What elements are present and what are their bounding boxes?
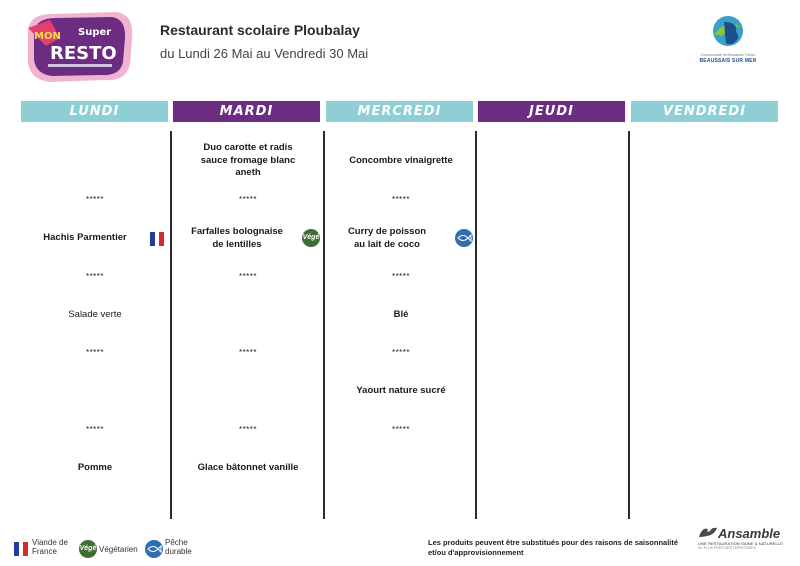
vegetarian-badge-icon: Végé <box>302 229 320 247</box>
separator: ***** <box>85 195 105 204</box>
logo-text-resto: RESTO <box>50 43 117 64</box>
separator: ***** <box>85 425 105 434</box>
logo-text-mon: MON <box>34 31 61 42</box>
separator: ***** <box>238 348 258 357</box>
legend-vegetarian-icon: Végé <box>79 540 97 558</box>
page-title: Restaurant scolaire Ploubalay <box>160 22 360 38</box>
menu-item-mercredi-side: Blé <box>393 309 409 320</box>
mon-super-resto-logo <box>20 8 138 88</box>
ansamble-logo <box>698 525 788 550</box>
menu-line: Duo carotte et radis <box>203 142 293 153</box>
ansamble-brand <box>698 525 788 541</box>
legend-line: France <box>32 547 57 556</box>
legend-fish-icon <box>145 540 163 558</box>
column-divider <box>170 131 172 519</box>
day-header-lundi: LUNDI <box>21 101 168 122</box>
separator: ***** <box>391 425 411 434</box>
ansamble-brand-text: Ansamble <box>718 526 781 541</box>
separator: ***** <box>85 348 105 357</box>
beaussais-emblem-icon <box>708 14 748 48</box>
day-header-jeudi: JEUDI <box>478 101 625 122</box>
substitution-note: Les produits peuvent être substitués pour des raisons de saisonnalité et/ou d'approvisionnement <box>428 538 679 557</box>
menu-item-mardi-starter <box>173 142 323 180</box>
menu-line: Farfalles bolognaise <box>191 226 283 237</box>
legend-line: Pêche <box>165 538 188 547</box>
menu-item-mercredi-dairy: Yaourt nature sucré <box>356 385 446 396</box>
ansamble-leaf-icon <box>698 525 718 539</box>
day-header-mardi: MARDI <box>173 101 320 122</box>
separator: ***** <box>238 272 258 281</box>
town-name: BEAUSSAIS SUR MER <box>699 58 757 64</box>
ansamble-subtagline: AU PLUS PRÈS DES TERRITOIRES <box>698 546 757 550</box>
day-header-mercredi: MERCREDI <box>326 101 473 122</box>
separator: ***** <box>238 195 258 204</box>
menu-line: de lentilles <box>212 238 262 250</box>
legend-line: Viande de <box>32 538 68 547</box>
legend-line: durable <box>165 547 192 556</box>
column-divider <box>323 131 325 519</box>
menu-item-lundi-main: Hachis Parmentier <box>43 232 127 243</box>
ansamble-tagline: UNE RESTAURATION SAINE & NATURELLE <box>698 541 783 546</box>
menu-item-mardi-main <box>162 226 312 251</box>
legend-vegetarian-label: Végétarien <box>99 545 138 554</box>
sustainable-fish-icon <box>455 229 473 247</box>
column-divider <box>475 131 477 519</box>
separator: ***** <box>391 195 411 204</box>
legend-france-label <box>32 538 68 556</box>
date-range: du Lundi 26 Mai au Vendredi 30 Mai <box>160 46 369 61</box>
legend-fish-label <box>165 538 192 556</box>
menu-item-mardi-dessert: Glace bâtonnet vanille <box>197 462 299 473</box>
day-header-vendredi: VENDREDI <box>631 101 778 122</box>
logo-text-super: Super <box>78 27 112 38</box>
column-divider <box>628 131 630 519</box>
legend-france-flag-icon <box>14 542 28 556</box>
separator: ***** <box>238 425 258 434</box>
menu-line: Curry de poisson <box>347 226 427 237</box>
menu-item-mercredi-starter: Concombre vinaigrette <box>349 155 453 166</box>
separator: ***** <box>391 272 411 281</box>
menu-line: sauce fromage blanc <box>200 154 296 166</box>
separator: ***** <box>85 272 105 281</box>
town-tagline: Communauté de Beaussais Trévou <box>700 53 756 57</box>
menu-line: au lait de coco <box>354 238 420 250</box>
menu-item-lundi-dessert: Pomme <box>77 462 113 473</box>
menu-line: aneth <box>235 167 261 178</box>
menu-item-mercredi-main <box>312 226 462 251</box>
menu-item-lundi-side: Salade verte <box>68 309 122 320</box>
separator: ***** <box>391 348 411 357</box>
beaussais-logo <box>688 14 768 64</box>
